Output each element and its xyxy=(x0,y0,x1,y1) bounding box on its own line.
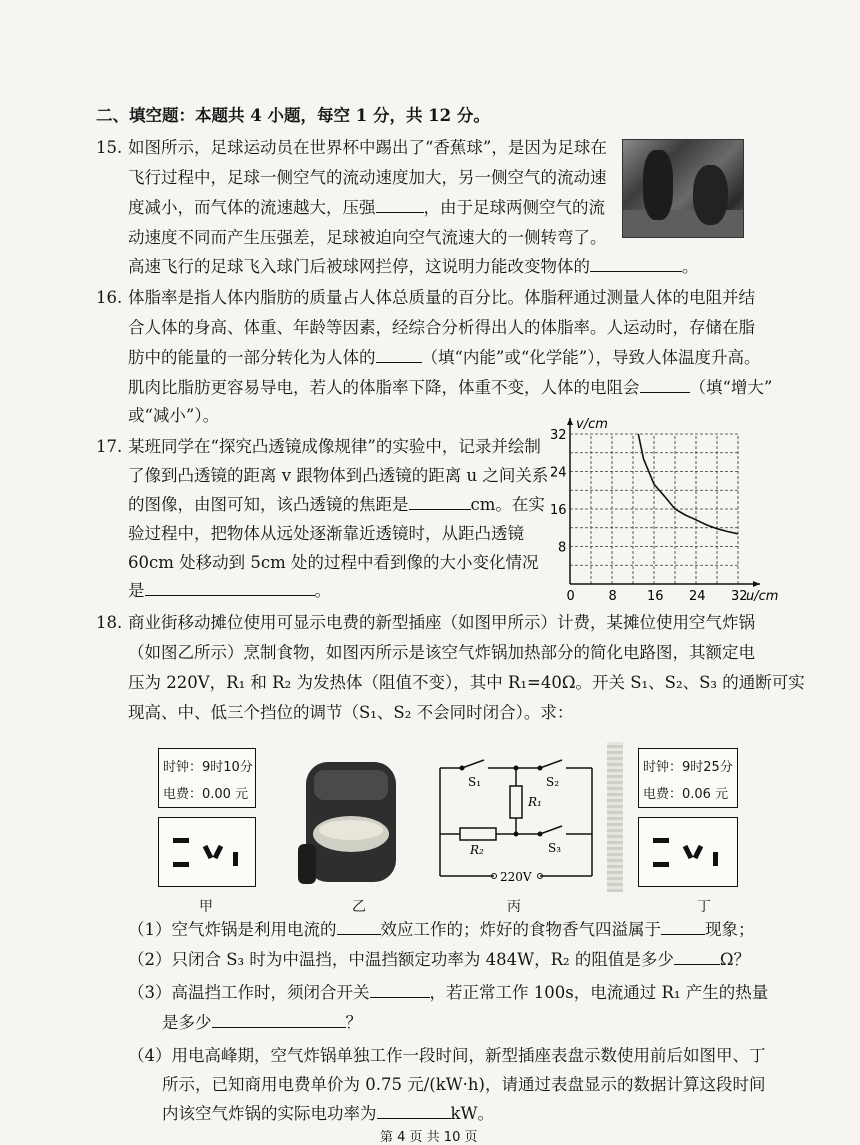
q15-line-5-b: 。 xyxy=(682,257,699,276)
q18-sub4-line3 xyxy=(162,1104,494,1124)
circuit-s1: S₁ xyxy=(468,775,482,789)
q16-line-3-a: 肪中的能量的一部分转化为人体的 xyxy=(128,348,376,367)
q18-sub4-b: kW。 xyxy=(450,1104,494,1123)
q17-number: 17. xyxy=(96,437,123,456)
chart-grid xyxy=(570,434,738,584)
q18-line-2: （如图乙所示）烹制食物，如图丙所示是该空气炸锅加热部分的简化电路图，其额定电 xyxy=(128,643,755,662)
q18-sub3-d: ？ xyxy=(345,1013,362,1032)
q18-sub3-a: （3）高温挡工作时，须闭合开关 xyxy=(128,983,370,1002)
q17-blank-2[interactable] xyxy=(145,581,315,596)
panel-jia-label: 甲 xyxy=(199,899,213,915)
q18-sub3-c: 是多少 xyxy=(162,1013,212,1032)
q15-blank-2[interactable] xyxy=(590,257,682,272)
q15-line-2: 飞行过程中，足球一侧空气的流动速度加大，另一侧空气的流动速 xyxy=(128,168,607,187)
q18-sub3-b: ，若正常工作 100s，电流通过 R₁ 产生的热量 xyxy=(429,983,769,1002)
chart-ticks xyxy=(550,428,748,604)
air-fryer-image xyxy=(296,752,406,892)
q18-sub1-c: 现象； xyxy=(705,920,755,939)
q16-blank-1[interactable] xyxy=(376,348,422,363)
circuit-s3: S₃ xyxy=(548,841,562,855)
x-tick-label: 32 xyxy=(731,589,748,604)
q18-sub4-blank[interactable] xyxy=(377,1104,451,1119)
q16-number: 16. xyxy=(96,288,123,307)
q18-line-4: 现高、中、低三个挡位的调节（S₁、S₂ 不会同时闭合）。求： xyxy=(128,703,574,722)
q17-line-6-a: 是 xyxy=(128,581,145,600)
section-heading: 二、填空题：本题共 4 小题，每空 1 分，共 12 分。 xyxy=(96,106,490,125)
q18-sub4-a: 内该空气炸锅的实际电功率为 xyxy=(162,1104,377,1123)
q18-sub4-line2: 所示，已知商用电费单价为 0.75 元/(kW·h)，请通过表盘显示的数据计算这段时间 xyxy=(162,1075,766,1094)
socket-icon xyxy=(159,818,255,886)
q18-sub2 xyxy=(128,950,750,970)
q18-sub1-blank-1[interactable] xyxy=(337,920,381,935)
panel-ding-fee: 电费：0.06 元 xyxy=(643,787,729,802)
x-tick-label: 8 xyxy=(608,589,617,604)
chart-axes xyxy=(567,418,760,587)
panel-ding-label: 丁 xyxy=(697,899,711,915)
circuit-r2: R₂ xyxy=(470,843,484,857)
q18-sub1-a: （1）空气炸锅是利用电流的 xyxy=(128,920,337,939)
q18-sub4-line1: （4）用电高峰期，空气炸锅单独工作一段时间，新型插座表盘示数使用前后如图甲、丁 xyxy=(128,1046,766,1065)
q16-line-4 xyxy=(128,378,772,398)
q16-line-1: 体脂率是指人体内脂肪的质量占人体总质量的百分比。体脂秤通过测量人体的电阻并结 xyxy=(128,288,755,307)
y-tick-label: 24 xyxy=(550,465,567,481)
circuit-voltage: 220V xyxy=(500,870,532,884)
q15-blank-1[interactable] xyxy=(376,198,424,213)
q17-line-3-a: 的图像，由图可知，该凸透镜的焦距是 xyxy=(128,495,409,514)
y-tick-label: 16 xyxy=(550,503,567,518)
q18-sub3-blank-1[interactable] xyxy=(370,983,430,998)
q18-sub1-blank-2[interactable] xyxy=(661,920,705,935)
q18-sub2-b: Ω？ xyxy=(719,950,751,969)
q17-blank-1[interactable] xyxy=(409,495,471,510)
x-tick-label: 24 xyxy=(689,589,706,604)
lens-chart xyxy=(548,418,818,618)
q15-line-1: 如图所示，足球运动员在世界杯中踢出了“香蕉球”，是因为足球在 xyxy=(128,138,607,157)
panel-ding-socket xyxy=(638,817,738,887)
socket-icon xyxy=(639,818,737,886)
q18-sub2-a: （2）只闭合 S₃ 时为中温挡，中温挡额定功率为 484W，R₂ 的阻值是多少 xyxy=(128,950,674,969)
q17-line-2: 了像到凸透镜的距离 v 跟物体到凸透镜的距离 u 之间关系 xyxy=(128,466,549,485)
chart-ylabel: v/cm xyxy=(576,418,608,432)
q17-line-3-b: cm。在实 xyxy=(470,495,545,514)
q15-line-5 xyxy=(128,257,699,277)
q17-line-6-b: 。 xyxy=(314,581,331,600)
y-axis-arrow xyxy=(567,418,573,425)
y-tick-label: 32 xyxy=(550,428,567,443)
q16-line-4-a: 肌肉比脂肪更容易导电，若人的体脂率下降，体重不变，人体的电阻会 xyxy=(128,378,640,397)
x-tick-label: 16 xyxy=(647,589,664,604)
panel-ding-clock: 时钟：9时25分 xyxy=(643,760,733,775)
q18-line-3: 压为 220V，R₁ 和 R₂ 为发热体（阻值不变），其中 R₁=40Ω。开关 S₁、S₂、S₃ 的通断可实 xyxy=(128,673,805,692)
q18-sub1 xyxy=(128,920,755,940)
soccer-photo xyxy=(622,139,744,238)
circuit-s2: S₂ xyxy=(546,775,560,789)
q18-sub1-b: 效应工作的；炸好的食物香气四溢属于 xyxy=(380,920,661,939)
q17-line-5: 60cm 处移动到 5cm 处的过程中看到像的大小变化情况 xyxy=(128,553,539,572)
q16-line-3-b: （填“内能”或“化学能”），导致人体温度升高。 xyxy=(421,348,761,367)
q16-line-4-b: （填“增大” xyxy=(689,378,773,397)
panel-bing-label: 丙 xyxy=(507,899,521,915)
y-tick-label: 8 xyxy=(558,540,567,556)
x-tick-label: 0 xyxy=(566,589,575,604)
q15-line-4: 动速度不同而产生压强差，足球被迫向空气流速大的一侧转弯了。 xyxy=(128,228,607,247)
q18-sub3-line2 xyxy=(162,1013,362,1033)
q17-line-6 xyxy=(128,581,331,601)
q18-sub3-blank-2[interactable] xyxy=(212,1013,346,1028)
chart-series-line xyxy=(638,434,738,534)
q16-blank-2[interactable] xyxy=(640,378,690,393)
q17-line-4: 验过程中，把物体从远处逐渐靠近透镜时，从距凸透镜 xyxy=(128,524,524,543)
panel-ding-edge xyxy=(607,742,623,892)
panel-yi-label: 乙 xyxy=(352,899,366,915)
q16-line-2: 合人体的身高、体重、年龄等因素，经综合分析得出人的体脂率。人运动时，存储在脂 xyxy=(128,318,755,337)
q18-number: 18. xyxy=(96,613,123,632)
q17-line-3 xyxy=(128,495,545,515)
q15-line-3-b: ，由于足球两侧空气的流 xyxy=(423,198,605,217)
panel-jia-socket xyxy=(158,817,256,887)
page-footer: 第 4 页 共 10 页 xyxy=(380,1130,478,1145)
q18-line-1: 商业街移动摊位使用可显示电费的新型插座（如图甲所示）计费，某摊位使用空气炸锅 xyxy=(128,613,755,632)
q15-number: 15. xyxy=(96,138,123,157)
q15-line-5-a: 高速飞行的足球飞入球门后被球网拦停，这说明力能改变物体的 xyxy=(128,257,590,276)
panel-jia-fee: 电费：0.00 元 xyxy=(163,787,249,802)
x-axis-arrow xyxy=(753,581,760,587)
chart-xlabel: u/cm xyxy=(746,589,779,604)
q16-line-3 xyxy=(128,348,761,368)
q17-line-1: 某班同学在“探究凸透镜成像规律”的实验中，记录并绘制 xyxy=(128,437,541,456)
q16-line-5: 或“减小”）。 xyxy=(128,406,220,425)
q18-sub2-blank[interactable] xyxy=(674,950,720,965)
q15-line-3 xyxy=(128,198,605,218)
q18-sub3 xyxy=(128,983,768,1003)
q15-line-3-a: 度减小，而气体的流速越大，压强 xyxy=(128,198,376,217)
panel-jia-clock: 时钟：9时10分 xyxy=(163,760,253,775)
circuit-r1: R₁ xyxy=(528,795,542,809)
circuit-diagram xyxy=(432,756,612,906)
